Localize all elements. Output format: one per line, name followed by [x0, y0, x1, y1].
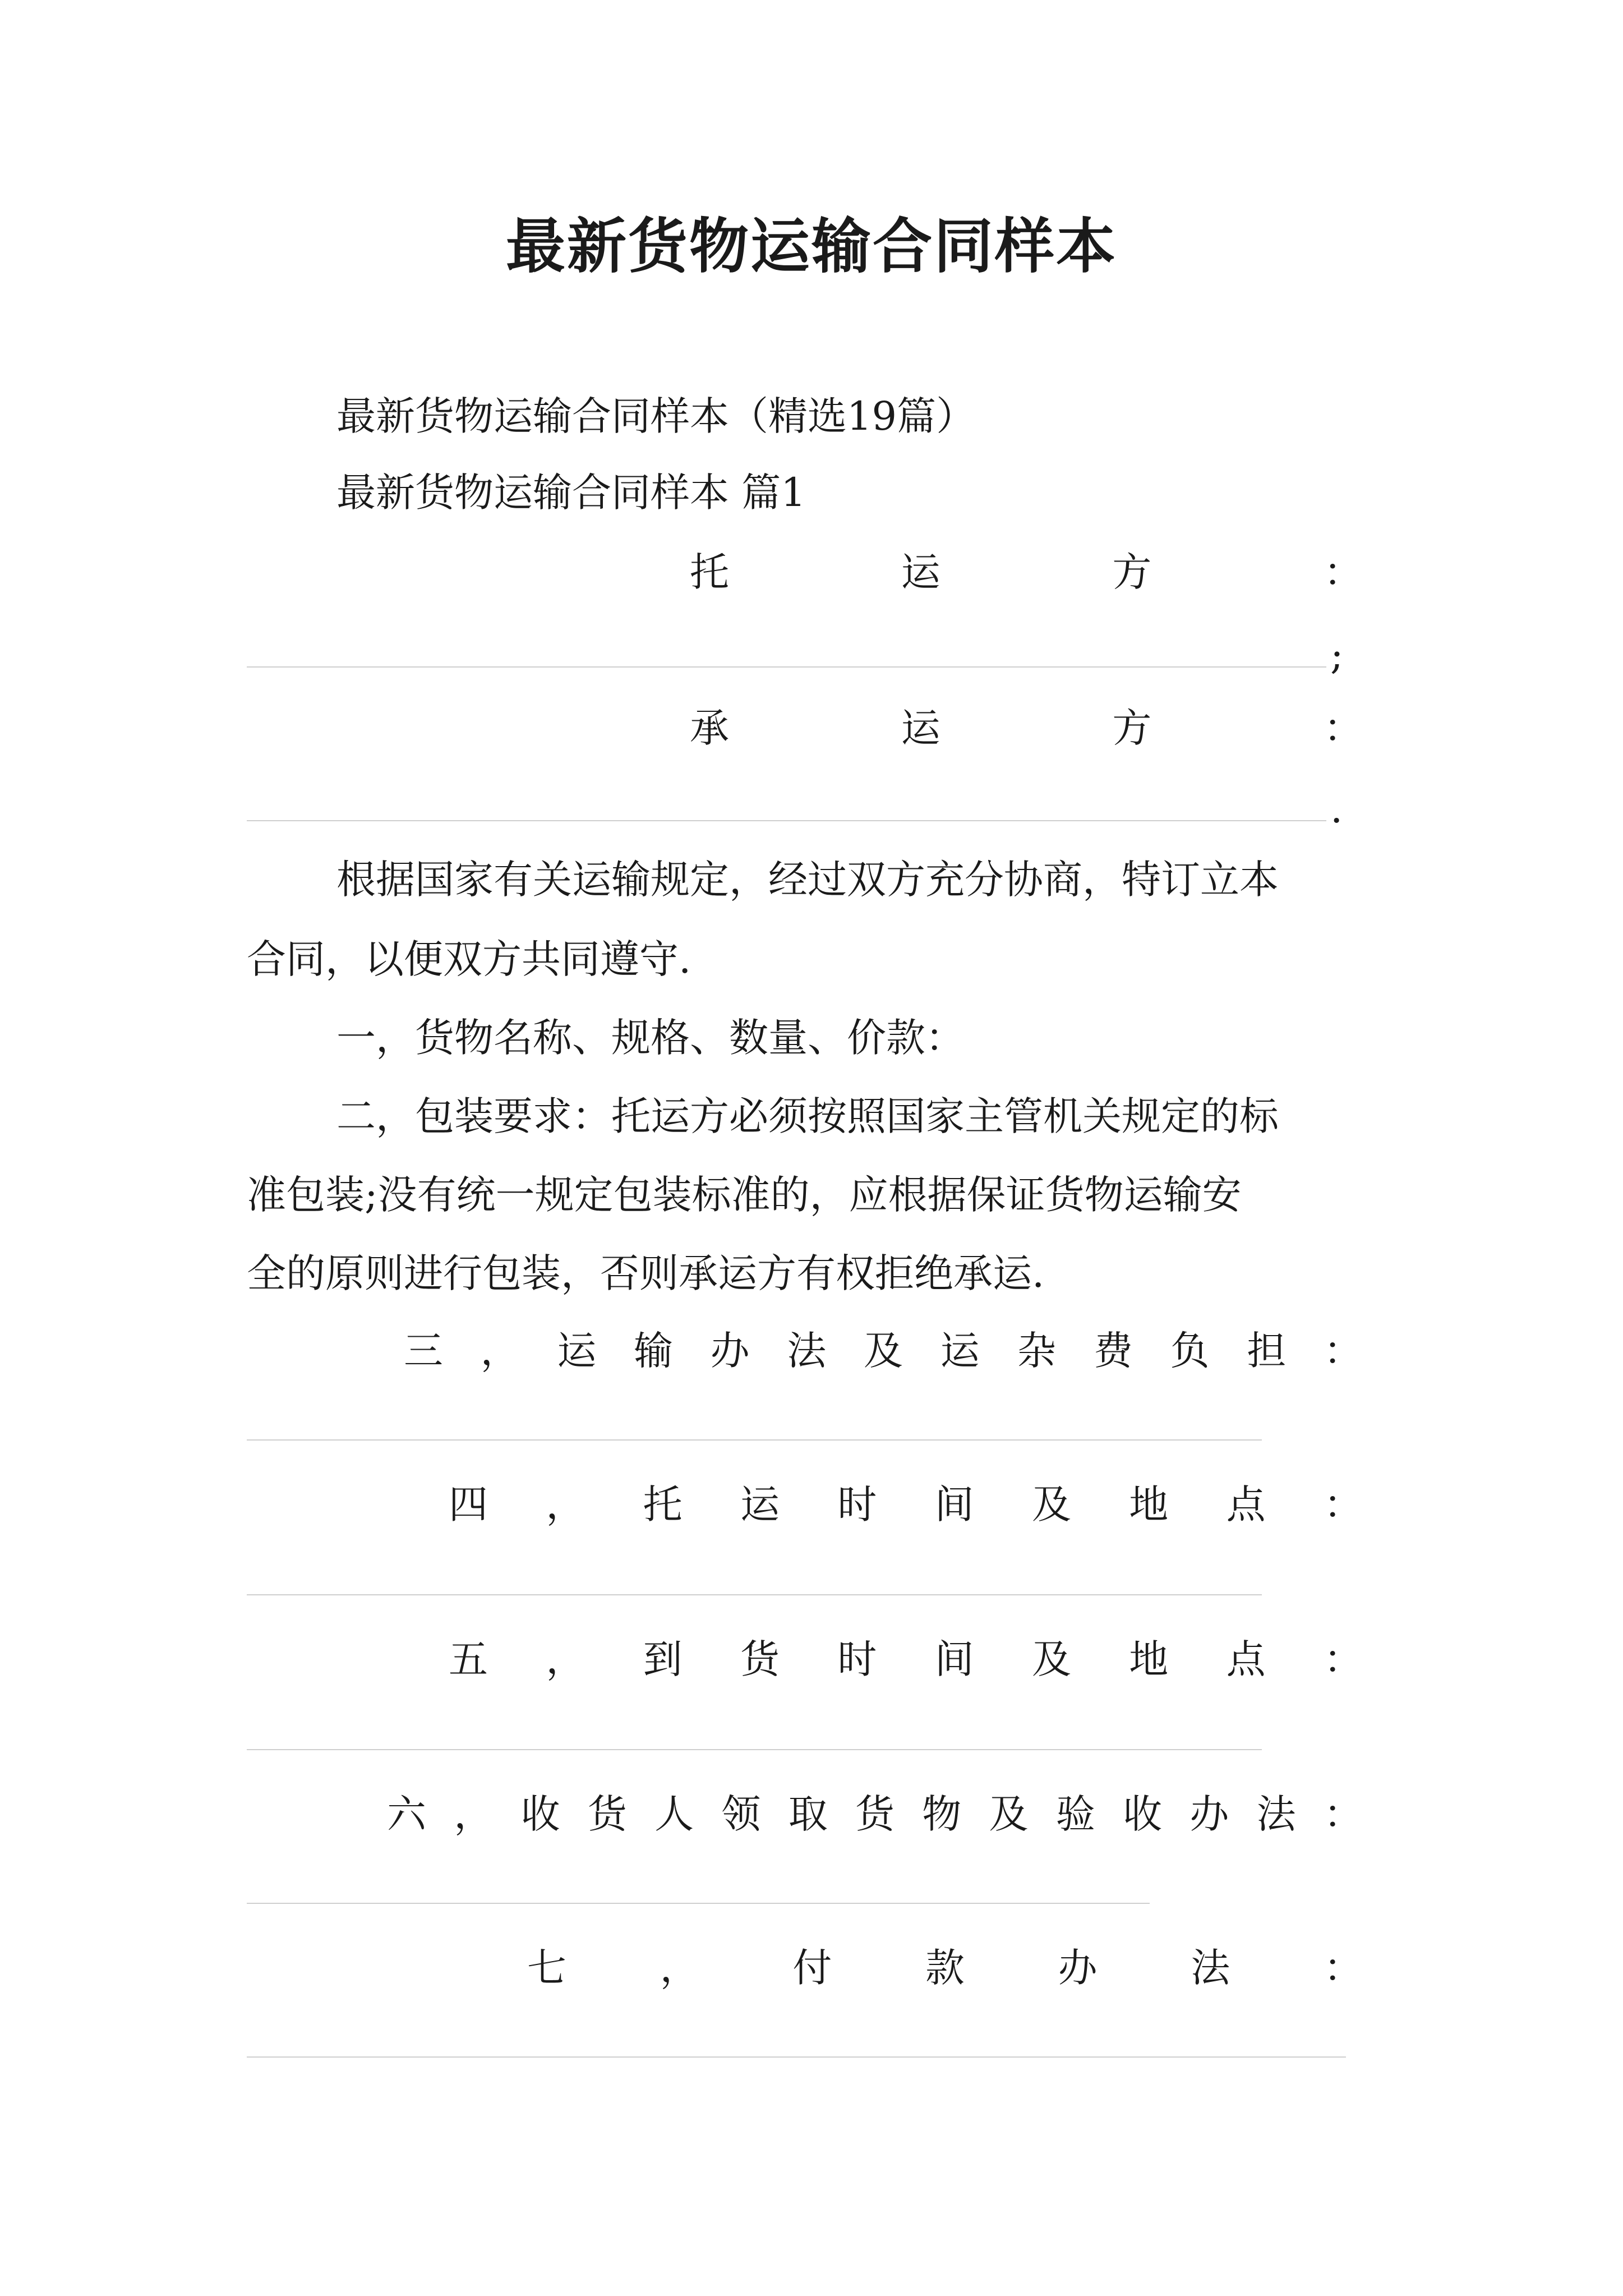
- item-3-char: 运: [940, 1328, 980, 1374]
- intro-line-1: 根据国家有关运输规定，经过双方充分协商，特订立本: [336, 857, 1279, 903]
- section-heading: 最新货物运输合同样本 篇1: [336, 470, 806, 516]
- item-6-char: 法: [1256, 1791, 1296, 1837]
- item-7-char: ：: [1323, 1945, 1363, 1991]
- item-3-char: 杂: [1017, 1328, 1057, 1374]
- item-7-char: 办: [1058, 1945, 1098, 1991]
- item-4-char: 地: [1129, 1481, 1169, 1527]
- item-3-char: 三: [404, 1328, 443, 1374]
- item-6-char: 货: [587, 1791, 627, 1837]
- item-4-char: ：: [1323, 1481, 1363, 1527]
- document-title: 最新货物运输合同样本: [506, 211, 1117, 281]
- item-3-char: 办: [710, 1328, 750, 1374]
- item-4-char: 点: [1226, 1481, 1266, 1527]
- item-6-char: 人: [654, 1791, 694, 1837]
- intro-line-2: 合同，以便双方共同遵守.: [247, 936, 691, 982]
- item-3-char: 负: [1170, 1328, 1210, 1374]
- item-6-char: ，: [454, 1791, 494, 1837]
- item-3-char: 输: [633, 1328, 673, 1374]
- item-6-blank-line: [247, 1903, 1150, 1904]
- item-3-char: ，: [480, 1328, 520, 1374]
- item-5-arrival-time-place: [449, 1631, 1363, 1687]
- item-5-char: 地: [1129, 1636, 1169, 1682]
- item-5-char: 点: [1226, 1636, 1266, 1682]
- item-4-char: 运: [740, 1481, 780, 1527]
- carrier-label: [690, 700, 1363, 756]
- shipper-char: 运: [901, 549, 940, 595]
- item-6-char: 及: [989, 1791, 1029, 1837]
- carrier-char: ：: [1323, 705, 1363, 751]
- item-4-char: ，: [546, 1481, 585, 1527]
- item-2-line-1: 二，包装要求：托运方必须按照国家主管机关规定的标: [336, 1093, 1279, 1139]
- item-5-char: 货: [740, 1636, 780, 1682]
- item-6-char: 领: [721, 1791, 761, 1837]
- item-3-char: 费: [1093, 1328, 1133, 1374]
- item-4-blank-line: [247, 1594, 1262, 1595]
- item-5-blank-line: [247, 1749, 1262, 1750]
- carrier-end-punct: .: [1330, 786, 1343, 832]
- item-6-char: 收: [520, 1791, 560, 1837]
- item-3-transport-method: [404, 1323, 1363, 1379]
- item-5-char: 及: [1031, 1636, 1071, 1682]
- item-6-char: 取: [788, 1791, 828, 1837]
- shipper-char: 托: [690, 549, 729, 595]
- item-2-line-2: 准包装;没有统一规定包装标准的，应根据保证货物运输安: [247, 1172, 1242, 1218]
- item-6-receipt-inspection: [387, 1786, 1363, 1842]
- item-3-char: 及: [863, 1328, 903, 1374]
- carrier-char: 运: [901, 705, 940, 751]
- carrier-blank-line: [247, 820, 1326, 821]
- item-7-char: 七: [527, 1945, 566, 1991]
- item-4-char: 四: [449, 1481, 488, 1527]
- item-3-char: 担: [1247, 1328, 1287, 1374]
- shipper-blank-line: [247, 666, 1326, 668]
- shipper-end-punct: ;: [1330, 632, 1344, 678]
- item-3-blank-line: [247, 1439, 1262, 1441]
- item-7-payment-method: [527, 1940, 1363, 1996]
- item-6-char: ：: [1323, 1791, 1363, 1837]
- document-subtitle: 最新货物运输合同样本（精选19篇）: [336, 393, 976, 439]
- item-6-char: 六: [387, 1791, 426, 1837]
- item-4-char: 间: [934, 1481, 974, 1527]
- item-7-char: 付: [792, 1945, 832, 1991]
- item-7-blank-line: [247, 2056, 1346, 2058]
- item-2-line-3: 全的原则进行包装，否则承运方有权拒绝承运.: [247, 1250, 1045, 1296]
- shipper-label: [690, 544, 1363, 600]
- item-3-char: ：: [1323, 1328, 1363, 1374]
- item-5-char: 五: [449, 1636, 488, 1682]
- item-7-char: ，: [660, 1945, 699, 1991]
- item-3-char: 法: [787, 1328, 827, 1374]
- item-4-char: 时: [837, 1481, 877, 1527]
- item-1-goods: 一，货物名称、规格、数量、价款：: [336, 1015, 965, 1061]
- item-5-char: ：: [1323, 1636, 1363, 1682]
- item-7-char: 法: [1191, 1945, 1230, 1991]
- item-4-char: 托: [643, 1481, 683, 1527]
- item-4-shipping-time-place: [449, 1476, 1363, 1533]
- item-3-char: 运: [557, 1328, 597, 1374]
- shipper-char: ：: [1323, 549, 1363, 595]
- shipper-char: 方: [1112, 549, 1152, 595]
- item-5-char: 时: [837, 1636, 877, 1682]
- item-5-char: ，: [546, 1636, 585, 1682]
- item-7-char: 款: [925, 1945, 965, 1991]
- item-6-char: 物: [922, 1791, 962, 1837]
- item-6-char: 验: [1055, 1791, 1095, 1837]
- item-5-char: 间: [934, 1636, 974, 1682]
- item-6-char: 办: [1189, 1791, 1229, 1837]
- item-6-char: 货: [855, 1791, 895, 1837]
- carrier-char: 方: [1112, 705, 1152, 751]
- item-6-char: 收: [1123, 1791, 1163, 1837]
- item-4-char: 及: [1031, 1481, 1071, 1527]
- item-5-char: 到: [643, 1636, 683, 1682]
- carrier-char: 承: [690, 705, 729, 751]
